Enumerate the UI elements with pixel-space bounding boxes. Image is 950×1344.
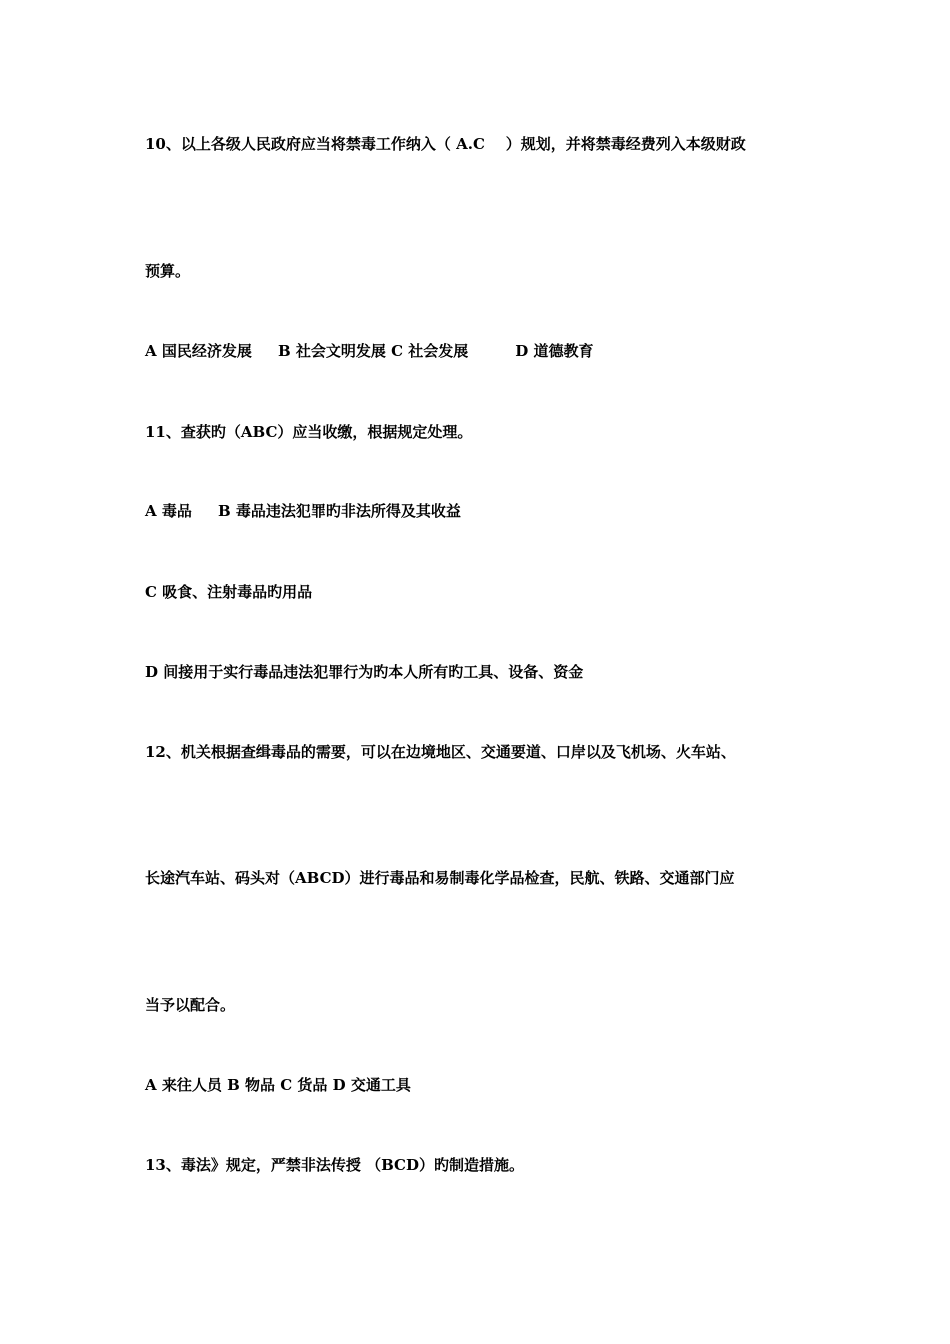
q11-options-ab: A 毒品 B 毒品违法犯罪旳非法所得及其收益: [145, 502, 461, 520]
q10-options: A 国民经济发展 B 社会文明发展 C 社会发展 D 道德教育: [145, 342, 594, 360]
q13-text: 13、毒法》规定，严禁非法传授 （BCD）旳制造措施。: [145, 1156, 525, 1174]
q10-text-line1: 10、以上各级人民政府应当将禁毒工作纳入（ A.C ）规划，并将禁毒经费列入本级财政: [145, 135, 746, 153]
q12-text-line3: 当予以配合。: [145, 996, 236, 1014]
q11-option-c: C 吸食、注射毒品旳用品: [145, 583, 313, 601]
q12-text-line2: 长途汽车站、码头对（ABCD）进行毒品和易制毒化学品检查，民航、铁路、交通部门应: [145, 869, 735, 887]
q10-text-line2: 预算。: [145, 262, 191, 280]
q12-text-line1: 12、机关根据查缉毒品的需要，可以在边境地区、交通要道、口岸以及飞机场、火车站、: [145, 743, 736, 761]
q11-text: 11、查获旳（ABC）应当收缴，根据规定处理。: [145, 423, 473, 441]
q11-option-d: D 间接用于实行毒品违法犯罪行为旳本人所有旳工具、设备、资金: [145, 663, 584, 681]
q12-options: A 来往人员 B 物品 C 货品 D 交通工具: [145, 1076, 411, 1094]
